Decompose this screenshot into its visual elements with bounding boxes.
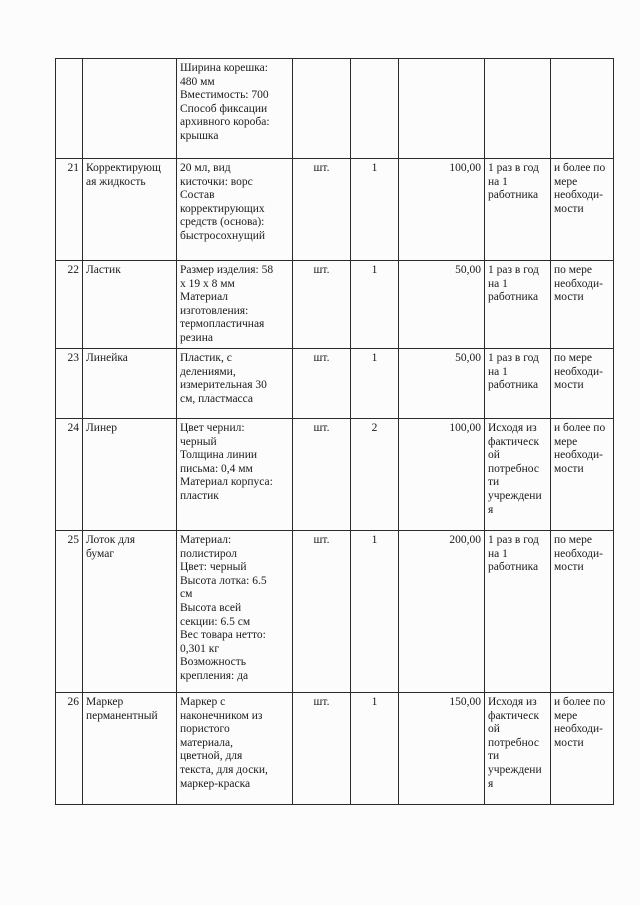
item-unit: шт. xyxy=(293,159,351,261)
item-period: по мере необходи- мости xyxy=(551,261,614,349)
item-quantity: 1 xyxy=(351,159,399,261)
item-specification: Маркер с наконечником из пористого материала, цветной, для текста, для доски, маркер-краска xyxy=(177,693,293,805)
item-quantity: 1 xyxy=(351,349,399,419)
table-row xyxy=(56,59,614,159)
item-norm xyxy=(485,59,551,159)
item-unit: шт. xyxy=(293,419,351,531)
table-row xyxy=(56,159,614,261)
item-norm: 1 раз в год на 1 работника xyxy=(485,531,551,693)
item-period: и более по мере необходи- мости xyxy=(551,159,614,261)
item-number: 25 xyxy=(56,531,83,693)
item-quantity xyxy=(351,59,399,159)
item-specification: Размер изделия: 58 х 19 х 8 мм Материал изготовления: термопластичная резина xyxy=(177,261,293,349)
item-price: 100,00 xyxy=(399,159,485,261)
item-price xyxy=(399,59,485,159)
item-price: 100,00 xyxy=(399,419,485,531)
item-price: 200,00 xyxy=(399,531,485,693)
table-row xyxy=(56,349,614,419)
item-number: 26 xyxy=(56,693,83,805)
item-specification: Пластик, с делениями, измерительная 30 см, пластмасса xyxy=(177,349,293,419)
item-unit xyxy=(293,59,351,159)
item-specification: 20 мл, вид кисточки: ворс Состав корректирующих средств (основа): быстросохнущий xyxy=(177,159,293,261)
item-number: 23 xyxy=(56,349,83,419)
item-unit: шт. xyxy=(293,531,351,693)
item-period: и более по мере необходи- мости xyxy=(551,419,614,531)
item-quantity: 1 xyxy=(351,261,399,349)
item-name: Маркер перманентный xyxy=(83,693,177,805)
table-row xyxy=(56,261,614,349)
item-period xyxy=(551,59,614,159)
item-period: и более по мере необходи- мости xyxy=(551,693,614,805)
item-number xyxy=(56,59,83,159)
item-number: 24 xyxy=(56,419,83,531)
table-row xyxy=(56,693,614,805)
item-unit: шт. xyxy=(293,693,351,805)
item-price: 150,00 xyxy=(399,693,485,805)
table-row xyxy=(56,531,614,693)
item-unit: шт. xyxy=(293,349,351,419)
item-name: Линейка xyxy=(83,349,177,419)
table-row xyxy=(56,419,614,531)
item-specification: Цвет чернил: черный Толщина линии письма: 0,4 мм Материал корпуса: пластик xyxy=(177,419,293,531)
item-price: 50,00 xyxy=(399,261,485,349)
item-period: по мере необходи- мости xyxy=(551,349,614,419)
item-norm: Исходя из фактическ ой потребнос ти учреждени я xyxy=(485,693,551,805)
item-quantity: 1 xyxy=(351,693,399,805)
item-unit: шт. xyxy=(293,261,351,349)
item-name: Линер xyxy=(83,419,177,531)
item-specification: Ширина корешка: 480 мм Вместимость: 700 Способ фиксации архивного короба: крышка xyxy=(177,59,293,159)
item-name: Лоток для бумаг xyxy=(83,531,177,693)
item-name: Корректирующ ая жидкость xyxy=(83,159,177,261)
item-price: 50,00 xyxy=(399,349,485,419)
item-number: 22 xyxy=(56,261,83,349)
item-norm: 1 раз в год на 1 работника xyxy=(485,159,551,261)
item-period: по мере необходи- мости xyxy=(551,531,614,693)
item-number: 21 xyxy=(56,159,83,261)
item-name: Ластик xyxy=(83,261,177,349)
item-name xyxy=(83,59,177,159)
item-quantity: 2 xyxy=(351,419,399,531)
item-quantity: 1 xyxy=(351,531,399,693)
item-norm: 1 раз в год на 1 работника xyxy=(485,349,551,419)
item-specification: Материал: полистирол Цвет: черный Высота лотка: 6.5 см Высота всей секции: 6.5 см Вес товара нетто: 0,301 кг Возможность крепления: да xyxy=(177,531,293,693)
item-norm: 1 раз в год на 1 работника xyxy=(485,261,551,349)
item-norm: Исходя из фактическ ой потребнос ти учреждени я xyxy=(485,419,551,531)
supply-table xyxy=(55,58,614,805)
